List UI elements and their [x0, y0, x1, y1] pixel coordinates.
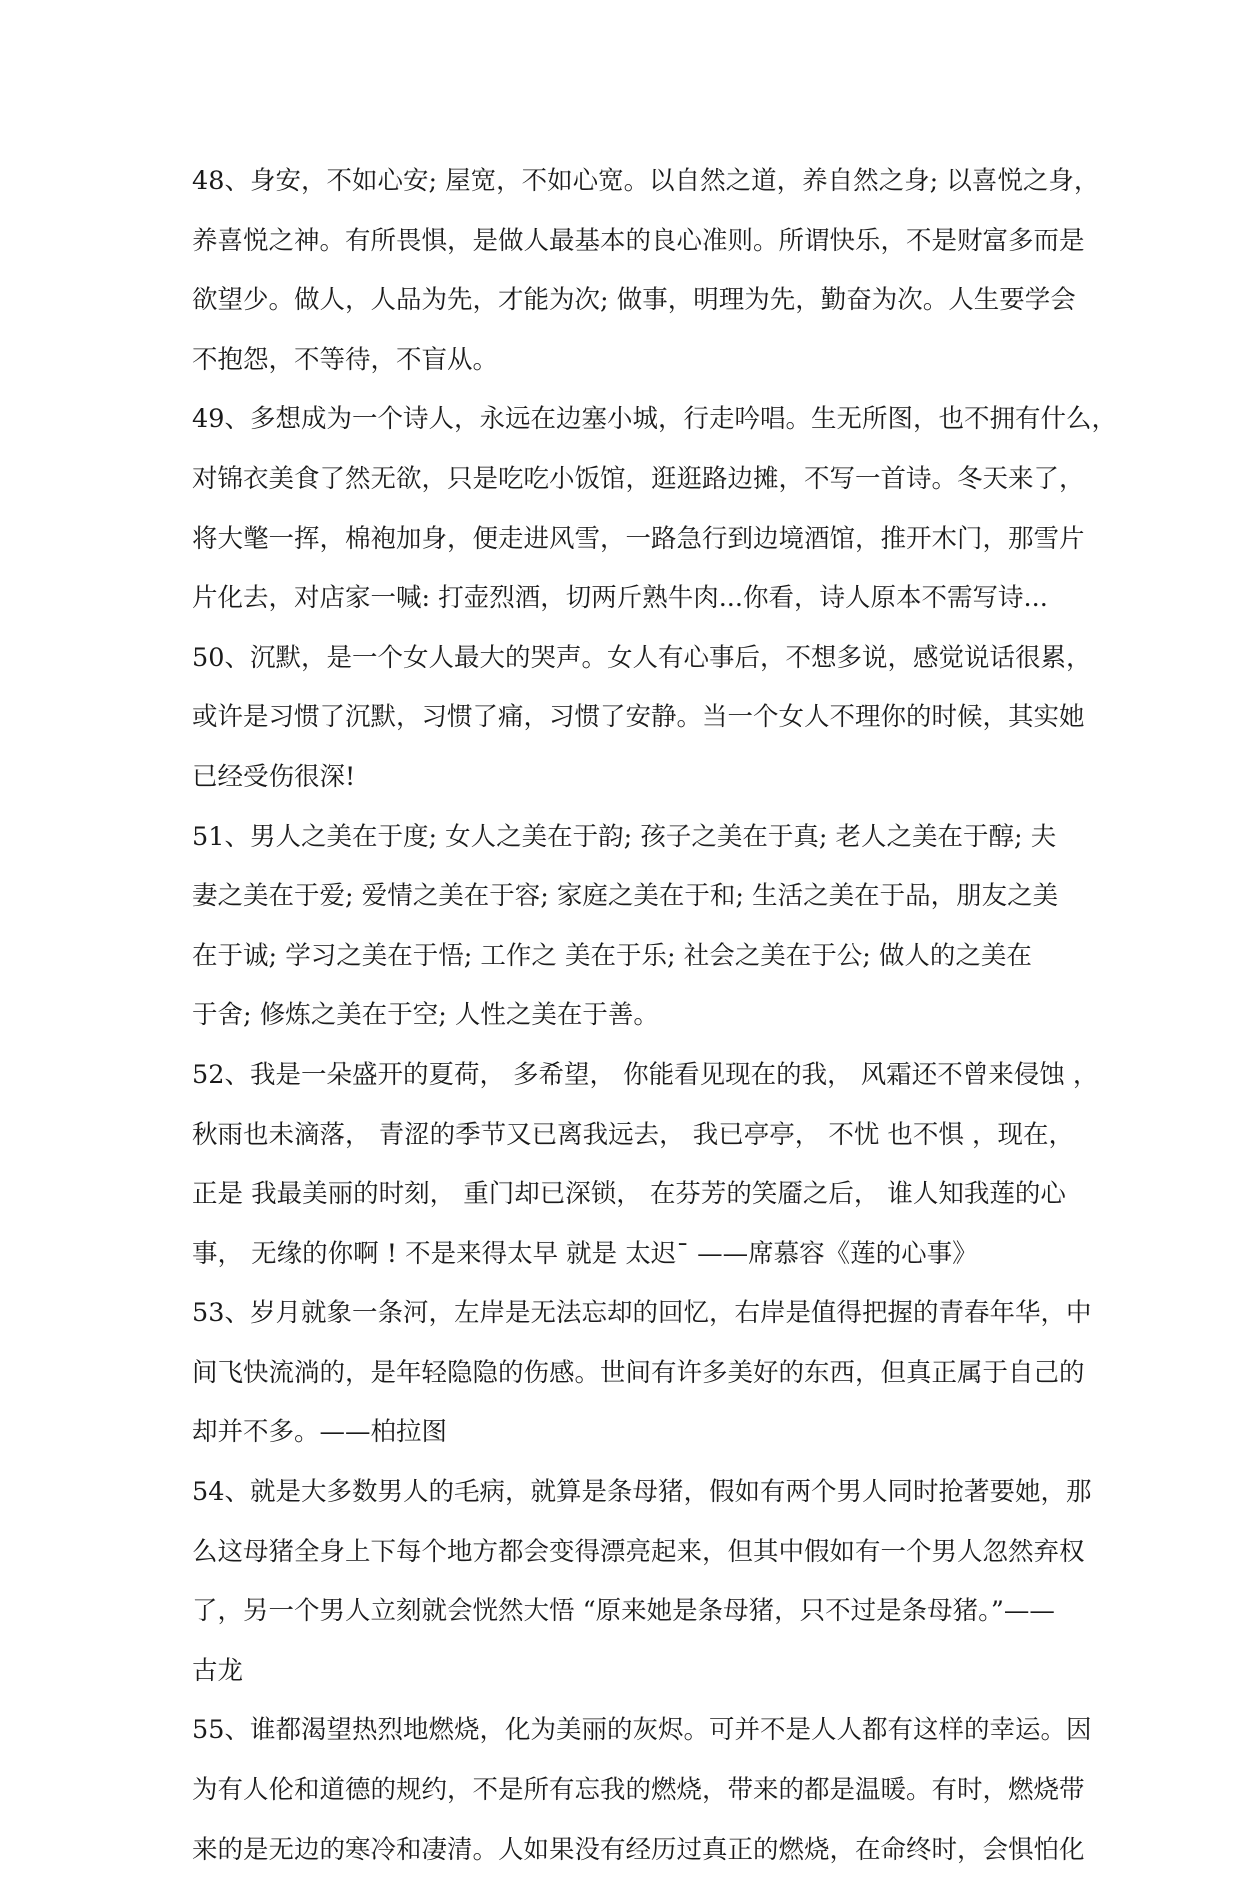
text-line: 50、沉默，是一个女人最大的哭声。女人有心事后，不想多说，感觉说话很累， — [192, 642, 1092, 673]
text-line: 于舍; 修炼之美在于空; 人性之美在于善。 — [192, 1000, 659, 1031]
text-line: 49、多想成为一个诗人，永远在边塞小城，行走吟唱。生无所图，也不拥有什么， — [192, 404, 1117, 435]
text-line: 将大氅一挥，棉袍加身，便走进风雪，一路急行到边境酒馆，推开木门，那雪片 — [192, 523, 1085, 554]
text-line: 养喜悦之神。有所畏惧，是做人最基本的良心准则。所谓快乐，不是财富多而是 — [192, 225, 1085, 256]
paragraph-54 — [192, 1463, 1092, 1701]
text-line: 或许是习惯了沉默，习惯了痛，习惯了安静。当一个女人不理你的时候，其实她 — [192, 702, 1085, 733]
paragraph-55 — [192, 1701, 1092, 1880]
paragraph-49 — [192, 390, 1117, 628]
text-line: 48、身安，不如心安; 屋宽，不如心宽。以自然之道，养自然之身; 以喜悦之身， — [192, 166, 1100, 196]
text-line: 53、岁月就象一条河，左岸是无法忘却的回忆，右岸是值得把握的青春年华，中 — [192, 1298, 1092, 1329]
text-line: 为有人伦和道德的规约，不是所有忘我的燃烧，带来的都是温暖。有时，燃烧带 — [192, 1775, 1085, 1806]
text-line: 秋雨也未滴落， 青涩的季节又已离我远去， 我已亭亭， 不忧 也不惧 ，现在， — [192, 1119, 1075, 1150]
text-line: 了，另一个男人立刻就会恍然大悟 “原来她是条母猪，只不过是条母猪。”—— — [192, 1596, 1055, 1627]
text-line: 不抱怨，不等待，不盲从。 — [192, 344, 499, 375]
text-line: 来的是无边的寒冷和凄清。人如果没有经历过真正的燃烧，在命终时，会惧怕化 — [192, 1834, 1085, 1865]
text-line: 欲望少。做人，人品为先，才能为次; 做事，明理为先，勤奋为次。人生要学会 — [192, 285, 1076, 316]
text-line: 55、谁都渴望热烈地燃烧，化为美丽的灰烬。可并不是人人都有这样的幸运。因 — [192, 1715, 1092, 1746]
paragraph-51 — [192, 808, 1059, 1046]
paragraph-48 — [192, 152, 1100, 390]
text-line: 却并不多。——柏拉图 — [192, 1417, 448, 1448]
text-line: 事， 无缘的你啊 ! 不是来得太早 就是 太迟¯ ——席慕容《莲的心事》 — [192, 1238, 978, 1269]
text-line: 妻之美在于爱; 爱情之美在于容; 家庭之美在于和; 生活之美在于品，朋友之美 — [192, 881, 1059, 912]
paragraph-50 — [192, 629, 1092, 808]
text-line: 在于诚; 学习之美在于悟; 工作之 美在于乐; 社会之美在于公; 做人的之美在 — [192, 940, 1032, 971]
text-line: 已经受伤很深! — [192, 761, 356, 792]
document-body — [192, 152, 1117, 1880]
text-line: 54、就是大多数男人的毛病，就算是条母猪，假如有两个男人同时抢著要她，那 — [192, 1477, 1092, 1508]
text-line: 间飞快流淌的，是年轻隐隐的伤感。世间有许多美好的东西，但真正属于自己的 — [192, 1357, 1085, 1388]
text-line: 么这母猪全身上下每个地方都会变得漂亮起来，但其中假如有一个男人忽然弃权 — [192, 1536, 1085, 1567]
paragraph-53 — [192, 1284, 1092, 1463]
text-line: 52、我是一朵盛开的夏荷， 多希望， 你能看见现在的我， 风霜还不曾来侵蚀 ， — [192, 1059, 1099, 1090]
text-line: 片化去，对店家一喊: 打壶烈酒，切两斤熟牛肉...你看，诗人原本不需写诗... — [192, 583, 1048, 614]
text-line: 古龙 — [192, 1655, 244, 1686]
paragraph-52 — [192, 1046, 1099, 1284]
text-line: 对锦衣美食了然无欲，只是吃吃小饭馆，逛逛路边摊，不写一首诗。冬天来了， — [192, 463, 1085, 494]
text-line: 正是 我最美丽的时刻， 重门却已深锁， 在芬芳的笑靥之后， 谁人知我莲的心 — [192, 1179, 1066, 1210]
text-line: 51、男人之美在于度; 女人之美在于韵; 孩子之美在于真; 老人之美在于醇; 夫 — [192, 821, 1057, 852]
